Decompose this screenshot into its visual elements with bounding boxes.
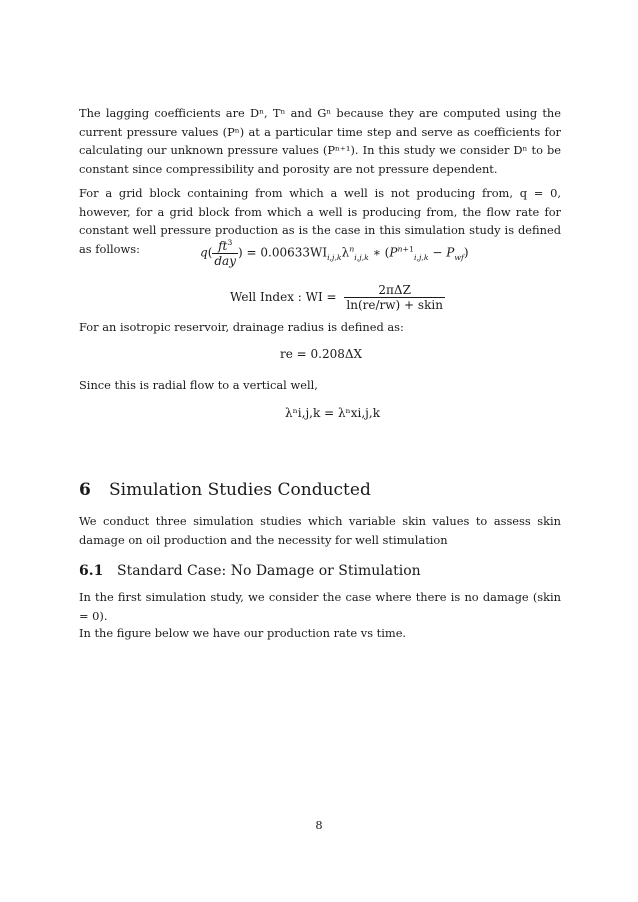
equation-drainage-radius: re = 0.208ΔX (280, 347, 363, 361)
paragraph-section-6: We conduct three simulation studies which variable skin values to assess skin damage on oil production and the necessity for well stimulation (79, 514, 561, 547)
paragraph-lagging-coefficients: The lagging coefficients are Dⁿ, Tⁿ and Gⁿ because they are computed using the current pressure values (Pⁿ) at a particular time step and serve as coefficients for calculating our unknown pressure values (Pⁿ⁺¹). In this study we consider Dⁿ to be constant since compressibility and porosity are not pressure dependent. (79, 106, 561, 176)
section-6-number: 6 (79, 480, 91, 500)
section-6-1-number: 6.1 (79, 563, 104, 579)
paragraph-grid-block: For a grid block containing from which a well is not producing from, q = 0, however, for a grid block from which a well is producing from, the flow rate for constant well pressure production as is the case in this simulation study is defined as follows: (79, 186, 561, 256)
equation-well-index (230, 283, 445, 312)
paragraph-figure-intro: In the figure below we have our production rate vs time. (79, 626, 407, 640)
well-index-denominator: ln(re/rw) + skin (346, 298, 443, 312)
well-index-label: Well Index : WI = (230, 290, 337, 304)
paragraph-radial-flow: Since this is radial flow to a vertical well, (79, 378, 318, 392)
section-6-1-title: Standard Case: No Damage or Stimulation (117, 563, 421, 579)
paragraph-section-6-1: In the first simulation study, we consider the case where there is no damage (skin = 0). (79, 590, 561, 623)
page-number: 8 (315, 818, 323, 832)
well-index-numerator: 2πΔZ (344, 283, 445, 298)
equation-flow-rate: q( $\frac{ft^3}{\text{day}}$ ) = $0.00633WI_{i,j,k}\lambda^n_{i,j,k}$ ∗ $(P^{n+1}_{i,j,k} - P_{wf})$ (200, 238, 469, 268)
equation-lambda: λⁿi,j,k = λⁿxi,j,k (285, 406, 380, 420)
section-6-heading (79, 480, 371, 500)
section-6-1-heading (79, 563, 421, 579)
section-6-title: Simulation Studies Conducted (109, 480, 371, 500)
paragraph-isotropic: For an isotropic reservoir, drainage radius is defined as: (79, 320, 404, 334)
